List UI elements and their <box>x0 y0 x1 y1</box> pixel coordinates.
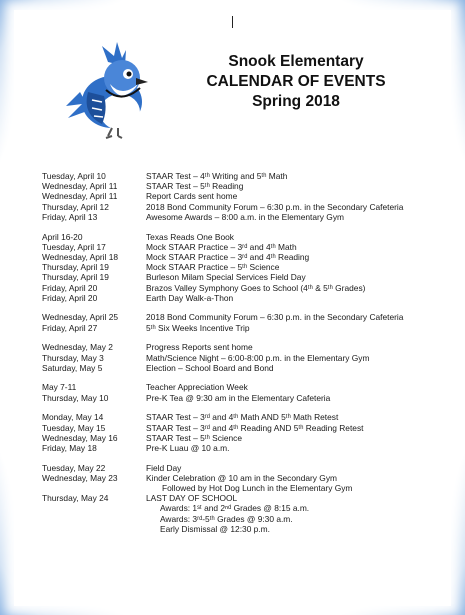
event-date: Thursday, April 19 <box>42 272 109 283</box>
event-description: Election – School Board and Bond <box>146 362 274 373</box>
events-list <box>42 171 442 544</box>
event-row <box>42 252 442 262</box>
event-date: Friday, April 27 <box>42 322 98 333</box>
title-block <box>186 52 406 112</box>
event-date: Tuesday, April 17 <box>42 241 106 252</box>
event-row <box>42 212 442 222</box>
event-description: Pre-K Tea @ 9:30 am in the Elementary Cafeteria <box>146 392 331 403</box>
event-row <box>42 382 442 392</box>
event-date: Friday, May 18 <box>42 442 97 453</box>
event-date: Wednesday, May 16 <box>42 432 118 443</box>
event-row <box>42 483 442 493</box>
event-description: Report Cards sent home <box>146 191 238 202</box>
event-description: Followed by Hot Dog Lunch in the Elementary Gym <box>162 483 353 494</box>
event-description: Pre-K Luau @ 10 a.m. <box>146 442 230 453</box>
event-date: Thursday, May 3 <box>42 352 104 363</box>
event-date <box>42 514 146 524</box>
event-description: 5ᵗʰ Six Weeks Incentive Trip <box>146 322 250 333</box>
blue-jay-mascot <box>62 40 172 150</box>
event-description: Kinder Celebration @ 10 am in the Secondary Gym <box>146 472 337 483</box>
event-row <box>42 433 442 443</box>
event-date: Tuesday, May 22 <box>42 462 106 473</box>
term-title: Spring 2018 <box>252 93 340 110</box>
event-row <box>42 181 442 191</box>
event-row <box>42 171 442 181</box>
event-date: Friday, April 20 <box>42 282 98 293</box>
event-description: Awesome Awards – 8:00 a.m. in the Elementary Gym <box>146 211 344 222</box>
event-row <box>42 202 442 212</box>
event-row <box>42 242 442 252</box>
event-date: Wednesday, April 18 <box>42 251 119 262</box>
event-date: April 16-20 <box>42 231 83 242</box>
event-date: Wednesday, May 23 <box>42 472 118 483</box>
event-description: Field Day <box>146 462 182 473</box>
event-date: Tuesday, May 15 <box>42 422 106 433</box>
event-group <box>42 463 442 534</box>
event-group <box>42 312 442 332</box>
text-cursor <box>232 16 233 28</box>
event-date: Wednesday, April 11 <box>42 181 118 192</box>
event-row <box>42 493 442 503</box>
event-row <box>42 503 442 513</box>
event-date: Thursday, April 12 <box>42 201 109 212</box>
event-description: STAAR Test – 5ᵗʰ Reading <box>146 181 244 192</box>
event-description: Mock STAAR Practice – 3ʳᵈ and 4ᵗʰ Reading <box>146 251 310 262</box>
event-description: Texas Reads One Book <box>146 231 234 242</box>
event-date: May 7-11 <box>42 382 77 393</box>
event-row <box>42 423 442 433</box>
event-description: STAAR Test – 3ʳᵈ and 4ᵗʰ Math AND 5ᵗʰ Math Retest <box>146 412 339 423</box>
event-row <box>42 473 442 483</box>
event-description: Math/Science Night – 6:00-8:00 p.m. in the Elementary Gym <box>146 352 370 363</box>
event-description: Burleson Milam Special Services Field Day <box>146 272 306 283</box>
event-row <box>42 312 442 322</box>
event-description: Brazos Valley Symphony Goes to School (4ᵗʰ & 5ᵗʰ Grades) <box>146 282 366 293</box>
event-row <box>42 262 442 272</box>
event-group <box>42 171 442 222</box>
event-date <box>42 524 146 534</box>
event-description: Mock STAAR Practice – 5ᵗʰ Science <box>146 262 280 273</box>
school-name: Snook Elementary <box>228 53 364 70</box>
event-row <box>42 283 442 293</box>
event-date: Thursday, April 19 <box>42 262 109 273</box>
event-description: STAAR Test – 5ᵗʰ Science <box>146 432 242 443</box>
event-row <box>42 191 442 201</box>
event-description: Teacher Appreciation Week <box>146 382 248 393</box>
event-date: Monday, May 14 <box>42 412 104 423</box>
event-date: Friday, April 13 <box>42 211 98 222</box>
calendar-title: CALENDAR OF EVENTS <box>206 73 386 90</box>
event-row <box>42 412 442 422</box>
event-row <box>42 293 442 303</box>
event-date <box>42 483 146 493</box>
event-row <box>42 353 442 363</box>
event-date: Friday, April 20 <box>42 292 98 303</box>
event-row <box>42 342 442 352</box>
event-date: Wednesday, May 2 <box>42 342 113 353</box>
event-description: Early Dismissal @ 12:30 p.m. <box>160 523 270 534</box>
event-row <box>42 363 442 373</box>
event-description: Earth Day Walk-a-Thon <box>146 292 234 303</box>
event-group <box>42 412 442 453</box>
event-row <box>42 514 442 524</box>
event-row <box>42 524 442 534</box>
event-group <box>42 342 442 373</box>
event-date: Thursday, May 10 <box>42 392 109 403</box>
event-date: Tuesday, April 10 <box>42 171 106 181</box>
event-description: STAAR Test – 4ᵗʰ Writing and 5ᵗʰ Math <box>146 171 288 181</box>
event-date <box>42 503 146 513</box>
event-description: Awards: 1ˢᵗ and 2ⁿᵈ Grades @ 8:15 a.m. <box>160 503 310 514</box>
event-row <box>42 443 442 453</box>
event-description: Mock STAAR Practice – 3ʳᵈ and 4ᵗʰ Math <box>146 241 297 252</box>
event-description: Awards: 3ʳᵈ-5ᵗʰ Grades @ 9:30 a.m. <box>160 513 293 524</box>
event-date: Wednesday, April 11 <box>42 191 118 202</box>
event-date: Thursday, May 24 <box>42 493 109 504</box>
event-description: 2018 Bond Community Forum – 6:30 p.m. in the Secondary Cafeteria <box>146 201 404 212</box>
event-group <box>42 382 442 402</box>
event-description: STAAR Test – 3ʳᵈ and 4ᵗʰ Reading AND 5ᵗʰ Reading Retest <box>146 422 364 433</box>
event-description: Progress Reports sent home <box>146 342 253 353</box>
event-description: LAST DAY OF SCHOOL <box>146 493 238 504</box>
event-date: Saturday, May 5 <box>42 362 103 373</box>
event-description: 2018 Bond Community Forum – 6:30 p.m. in the Secondary Cafeteria <box>146 312 404 323</box>
event-row <box>42 463 442 473</box>
event-row <box>42 323 442 333</box>
event-row <box>42 393 442 403</box>
event-group <box>42 232 442 303</box>
event-row <box>42 232 442 242</box>
event-date: Wednesday, April 25 <box>42 312 119 323</box>
event-row <box>42 272 442 282</box>
